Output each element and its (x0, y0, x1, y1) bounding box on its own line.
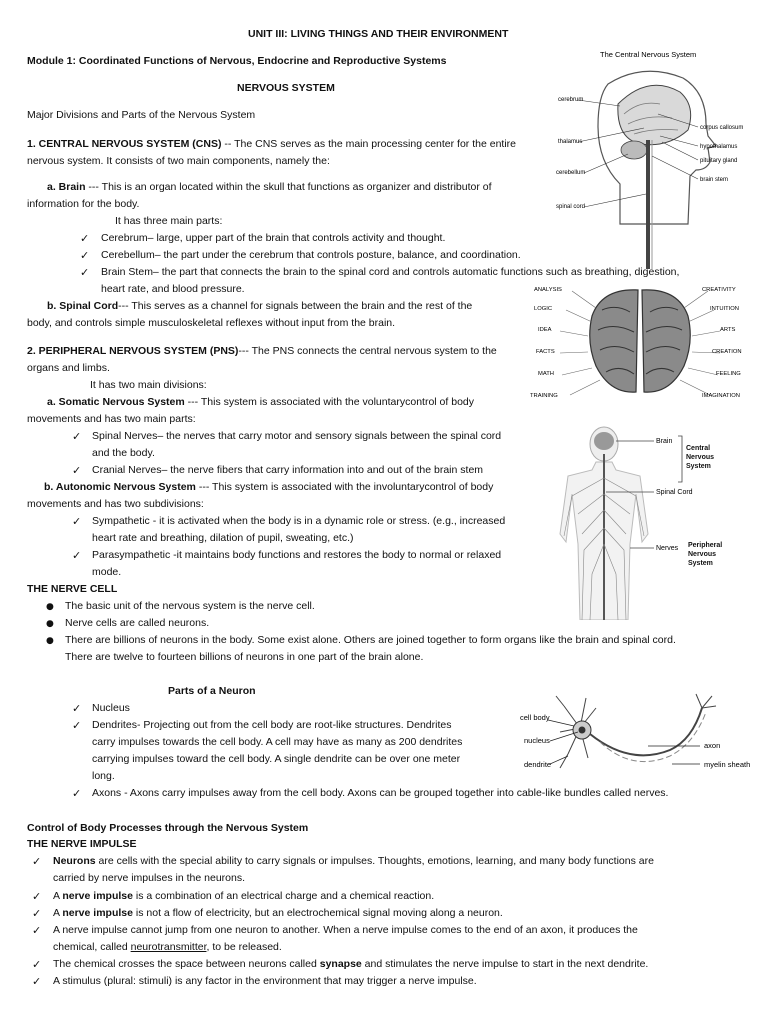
impulse-item-4-rest: , to be released. (206, 941, 282, 953)
impulse-item-1-bold: Neurons (53, 855, 96, 867)
impulse-item-2 (53, 888, 434, 905)
pns-text2: organs and limbs. (27, 362, 110, 374)
bullet-icon: ● (46, 602, 54, 612)
somatic-line1 (47, 394, 474, 411)
bullet-icon: ● (46, 619, 54, 629)
brain-text2: information for the body. (27, 198, 140, 210)
label-cerebellum: cerebellum (556, 170, 586, 176)
label-imagination: IMAGINATION (702, 393, 740, 399)
check-icon: ✓ (72, 787, 82, 800)
check-icon: ✓ (72, 719, 82, 732)
autonomic-text1: --- This system is associated with the involuntarycontrol of body (195, 481, 494, 493)
check-icon: ✓ (72, 464, 82, 477)
brain-label: a. Brain (47, 181, 86, 193)
nerve-cell-bullet-3: There are billions of neurons in the body. Some exist alone. Others are joined together to form organs like the brain and spinal cord. (65, 634, 676, 646)
nerve-cell-heading: THE NERVE CELL (27, 583, 118, 595)
impulse-item-3-rest: is not a flow of electricity, but an electrochemical signal moving along a neuron. (132, 907, 503, 919)
check-icon: ✓ (72, 702, 82, 715)
pns-paragraph-line1 (27, 343, 497, 360)
neuron-part-axons: Axons - Axons carry impulses away from the cell body. Axons can be grouped together into cable-like bundles called nerves. (92, 787, 669, 799)
check-icon: ✓ (80, 249, 90, 262)
label-feeling: FEELING (716, 371, 741, 377)
intro-text: Major Divisions and Parts of the Nervous System (27, 109, 256, 121)
cerebellum-shape (621, 141, 647, 159)
somatic-part-spinal-cont: and the body. (92, 447, 155, 459)
impulse-item-1-rest: are cells with the special ability to carry signals or impulses. Thoughts, emotions, learning, and many body functions are (95, 855, 654, 867)
label-brain: Brain (656, 438, 673, 445)
somatic-part-spinal: Spinal Nerves– the nerves that carry motor and sensory signals between the spinal cord (92, 430, 502, 442)
check-icon: ✓ (80, 232, 90, 245)
impulse-item-5-rest: and stimulates the nerve impulse to start in the next dendrite. (361, 958, 649, 970)
neuron-part-dendrites-cont2: carrying impulses toward the cell body. A single dendrite can be over one meter (92, 753, 461, 765)
label-central-nervous-system: Central Nervous System (686, 445, 715, 470)
autonomic-text2: movements and has two subdivisions: (27, 498, 204, 510)
label-corpus-callosum: corpus callosum (700, 125, 744, 131)
neuron-parts-heading: Parts of a Neuron (168, 685, 256, 697)
left-hemisphere (590, 290, 638, 392)
label-pituitary-gland: pituitary gland (700, 158, 738, 164)
brain-part-cerebrum: Cerebrum– large, upper part of the brain that controls activity and thought. (101, 232, 446, 244)
cns-head-diagram (548, 44, 748, 276)
pns-text1: --- The PNS connects the central nervous system to the (238, 345, 497, 357)
check-icon: ✓ (72, 430, 82, 443)
somatic-text1: --- This system is associated with the voluntarycontrol of body (184, 396, 474, 408)
impulse-item-5-pre: The chemical crosses the space between neurons called (53, 958, 320, 970)
impulse-item-3-pre: A (53, 907, 63, 919)
somatic-part-cranial: Cranial Nerves– the nerve fibers that carry information into and out of the brain stem (92, 464, 484, 476)
impulse-item-2-bold: nerve impulse (62, 890, 133, 902)
impulse-item-2-rest: is a combination of an electrical charge and a chemical reaction. (132, 890, 435, 902)
label-peripheral-nervous-system: Peripheral Nervous System (688, 542, 723, 567)
label-training: TRAINING (530, 393, 558, 399)
check-icon: ✓ (32, 907, 42, 920)
nerve-cell-bullet-2: Nerve cells are called neurons. (65, 617, 210, 629)
label-analysis: ANALYSIS (534, 287, 562, 293)
body-brain (594, 432, 614, 450)
label-axon: axon (704, 741, 721, 750)
check-icon: ✓ (72, 549, 82, 562)
neuron-part-nucleus: Nucleus (92, 702, 130, 714)
section-title: NERVOUS SYSTEM (237, 82, 335, 94)
label-creativity: CREATIVITY (702, 287, 736, 293)
impulse-item-1 (53, 853, 654, 870)
label-cell-body: cell body (520, 713, 550, 722)
control-heading: Control of Body Processes through the Nervous System (27, 822, 309, 834)
cns-heading: 1. CENTRAL NERVOUS SYSTEM (CNS) (27, 138, 222, 150)
label-nerves: Nerves (656, 545, 679, 552)
brain-part-cerebellum: Cerebellum– the part under the cerebrum that controls posture, balance, and coordination. (101, 249, 521, 261)
unit-title: UNIT III: LIVING THINGS AND THEIR ENVIRONMENT (248, 28, 509, 40)
somatic-label: a. Somatic Nervous System (47, 396, 185, 408)
nerve-impulse-heading: THE NERVE IMPULSE (27, 838, 137, 850)
label-spinal-cord: spinal cord (556, 204, 586, 210)
autonomic-part-parasympathetic: Parasympathetic -it maintains body functions and restores the body to normal or relaxed (92, 549, 502, 561)
neuron-part-dendrites-cont1: carry impulses towards the cell body. A cell may have as many as 200 dendrites (92, 736, 463, 748)
neuron-diagram (520, 688, 750, 780)
impulse-item-6: A stimulus (plural: stimuli) is any factor in the environment that may trigger a nerve impulse. (53, 975, 477, 987)
impulse-item-2-pre: A (53, 890, 63, 902)
impulse-item-4-cont (53, 939, 282, 956)
label-dendrite: dendrite (524, 760, 552, 769)
cns-paragraph-line1 (27, 136, 516, 153)
cord-text1: --- This serves as a channel for signals between the brain and the rest of the (118, 300, 473, 312)
cns-head-figure (548, 44, 748, 276)
check-icon: ✓ (32, 958, 42, 971)
brain-text1: --- This is an organ located within the skull that functions as organizer and distributor of (85, 181, 492, 193)
impulse-item-4: A nerve impulse cannot jump from one neuron to another. When a nerve impulse comes to the end of an axon, it produces the (53, 924, 638, 936)
nerve-cell-bullet-1: The basic unit of the nervous system is the nerve cell. (65, 600, 315, 612)
cns-bracket (678, 436, 682, 482)
neuron-part-dendrites: Dendrites- Projecting out from the cell body are root-like structures. Dendrites (92, 719, 452, 731)
label-peripheral-nervous-system-box (688, 541, 754, 581)
label-arts: ARTS (720, 327, 736, 333)
right-hemisphere (642, 290, 690, 392)
somatic-text2: movements and has two main parts: (27, 413, 196, 425)
neuron-part-dendrites-cont3: long. (92, 770, 115, 782)
check-icon: ✓ (72, 515, 82, 528)
label-brain-stem: brain stem (700, 177, 729, 183)
autonomic-part-sympathetic-cont: heart rate and breathing, dilation of pupil, sweating, etc.) (92, 532, 354, 544)
brain-parts-intro: It has three main parts: (115, 215, 223, 227)
cns-text2: nervous system. It consists of two main components, namely the: (27, 155, 330, 167)
check-icon: ✓ (32, 855, 42, 868)
label-hypothalamus: hypothalamus (700, 144, 738, 150)
check-icon: ✓ (32, 924, 42, 937)
impulse-item-5 (53, 956, 648, 973)
neuron-nucleus (579, 727, 586, 734)
label-intuition: INTUITION (710, 306, 739, 312)
autonomic-line1 (44, 479, 493, 496)
impulse-item-3-bold: nerve impulse (62, 907, 133, 919)
label-facts: FACTS (536, 349, 555, 355)
label-creation: CREATION (712, 349, 742, 355)
synapse-term: synapse (319, 958, 362, 970)
label-idea: IDEA (538, 327, 552, 333)
brain-paragraph-line1 (47, 179, 492, 196)
nerve-cell-bullet-3-cont: There are twelve to fourteen billions of neurons in one part of the brain alone. (65, 651, 424, 663)
impulse-item-1-cont: carried by nerve impulses in the neurons. (53, 872, 246, 884)
autonomic-part-sympathetic: Sympathetic - it is activated when the body is in a dynamic role or stress. (e.g., increased (92, 515, 506, 527)
impulse-item-3 (53, 905, 503, 922)
check-icon: ✓ (80, 266, 90, 279)
bullet-icon: ● (46, 636, 54, 646)
cord-text2: body, and controls simple musculoskeletal reflexes without input from the brain. (27, 317, 396, 329)
check-icon: ✓ (32, 975, 42, 988)
label-thalamus: thalamus (558, 139, 583, 145)
brain-part-brainstem-cont: heart rate, and blood pressure. (101, 283, 245, 295)
check-icon: ✓ (32, 890, 42, 903)
label-cerebrum: cerebrum (558, 97, 584, 103)
cns-figure-title: The Central Nervous System (600, 50, 697, 59)
label-logic: LOGIC (534, 306, 553, 312)
label-central-nervous-system-box (686, 444, 752, 484)
body-nervous-system-diagram (556, 424, 756, 620)
autonomic-label: b. Autonomic Nervous System (44, 481, 196, 493)
neuron-figure (520, 688, 750, 780)
label-nucleus: nucleus (524, 736, 550, 745)
pns-heading: 2. PERIPHERAL NERVOUS SYSTEM (PNS) (27, 345, 239, 357)
cns-text1: -- The CNS serves as the main processing center for the entire (221, 138, 517, 150)
label-spinal-cord-body: Spinal Cord (656, 489, 693, 496)
cord-label: b. Spinal Cord (47, 300, 119, 312)
impulse-item-4-pre: chemical, called (53, 941, 131, 953)
brain-hemispheres-figure (530, 280, 750, 402)
module-title: Module 1: Coordinated Functions of Nervous, Endocrine and Reproductive Systems (27, 55, 447, 67)
autonomic-part-parasympathetic-cont: mode. (92, 566, 122, 578)
cord-paragraph-line1 (47, 298, 472, 315)
neuron-terminals (696, 694, 716, 708)
brain-part-brainstem: Brain Stem– the part that connects the brain to the spinal cord and controls automatic functions such as breathing, digestion, (101, 266, 680, 278)
brain-hemispheres-diagram (530, 280, 750, 402)
pns-divisions-intro: It has two main divisions: (90, 379, 207, 391)
neurotransmitter-term: neurotransmitter (130, 941, 207, 953)
cerebrum-shape (618, 85, 691, 144)
body-nervous-system-figure (556, 424, 756, 620)
label-math: MATH (538, 371, 554, 377)
label-myelin-sheath: myelin sheath (704, 760, 750, 769)
